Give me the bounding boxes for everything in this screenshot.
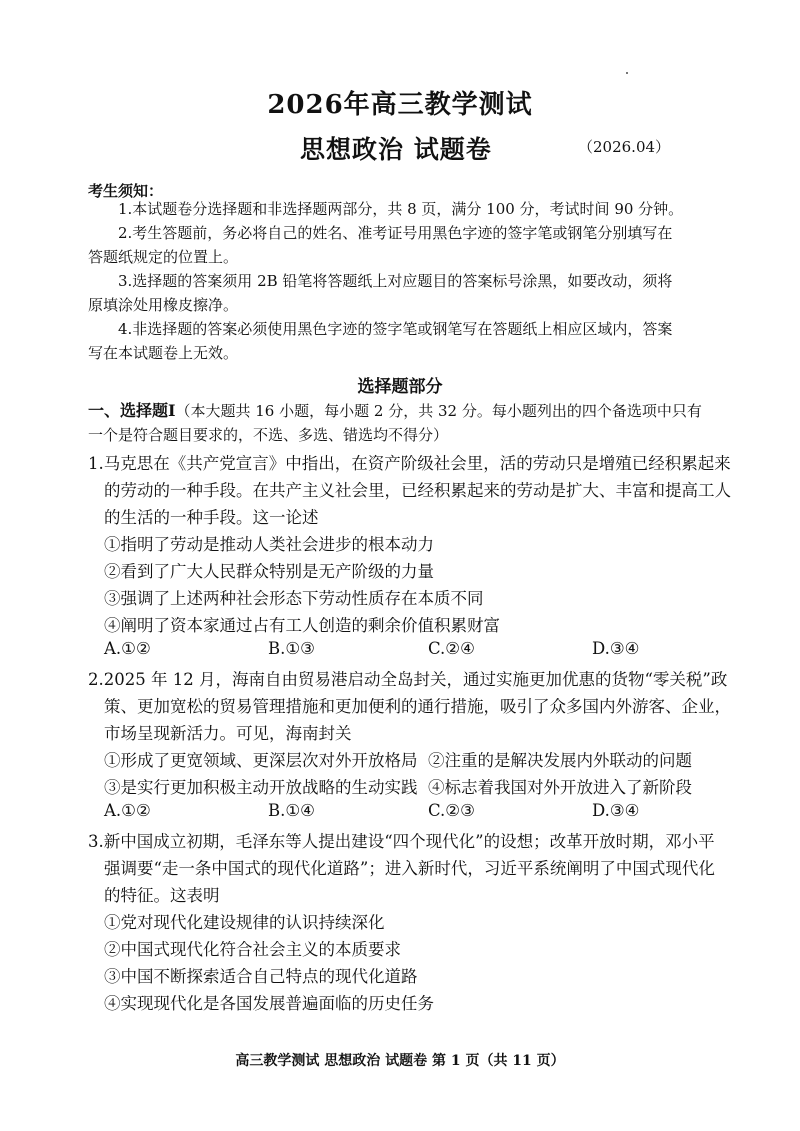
q1-stem-line: 1.马克思在《共产党宣言》中指出，在资产阶级社会里，活的劳动只是增殖已经积累起来 — [88, 454, 731, 473]
q1-item: ②看到了广大人民群众特别是无产阶级的力量 — [104, 562, 434, 581]
q1-option-d: D.③④ — [592, 639, 640, 658]
scan-speck — [626, 72, 628, 74]
q2-option-a: A.①② — [104, 801, 151, 820]
part1-instructions: （本大题共 16 小题，每小题 2 分，共 32 分。每小题列出的四个备选项中只有 — [175, 402, 702, 420]
exam-date: （2026.04） — [578, 138, 671, 156]
q3-item: ④实现现代化是各国发展普遍面临的历史任务 — [104, 994, 434, 1013]
q2-stem-line: 策、更加宽松的贸易管理措施和更加便利的通行措施，吸引了众多国内外游客、企业， — [104, 697, 731, 716]
q1-option-a: A.①② — [104, 639, 151, 658]
q2-stem-line: 市场呈现新活力。可见，海南封关 — [104, 724, 352, 743]
q2-item: ③是实行更加积极主动开放战略的生动实践 — [104, 778, 418, 797]
notice-line: 1.本试题卷分选择题和非选择题两部分，共 8 页，满分 100 分，考试时间 90 分钟。 — [118, 200, 684, 218]
part1-instructions-cont: 一个是符合题目要求的，不选、多选、错选均不得分） — [88, 426, 449, 444]
q3-item: ①党对现代化建设规律的认识持续深化 — [104, 913, 385, 932]
notice-heading: 考生须知： — [88, 182, 164, 200]
notice-line: 4.非选择题的答案必须使用黑色字迹的签字笔或钢笔写在答题纸上相应区域内，答案 — [118, 320, 673, 338]
q3-stem-line: 强调要“走一条中国式的现代化道路”；进入新时代，习近平系统阐明了中国式现代化 — [104, 859, 715, 878]
q1-item: ④阐明了资本家通过占有工人创造的剩余价值积累财富 — [104, 616, 500, 635]
q3-item: ②中国式现代化符合社会主义的本质要求 — [104, 940, 401, 959]
exam-subtitle: 思想政治 试题卷 — [300, 135, 492, 164]
notice-line: 写在本试题卷上无效。 — [88, 344, 239, 362]
q3-item: ③中国不断探索适合自己特点的现代化道路 — [104, 967, 418, 986]
q2-stem-line: 2.2025 年 12 月，海南自由贸易港启动全岛封关，通过实施更加优惠的货物“零关税”政 — [88, 670, 728, 689]
q1-option-b: B.①③ — [268, 639, 315, 658]
notice-line: 3.选择题的答案须用 2B 铅笔将答题纸上对应题目的答案标号涂黑，如要改动，须将 — [118, 272, 673, 290]
q3-stem-line: 3.新中国成立初期，毛泽东等人提出建设“四个现代化”的设想；改革开放时期，邓小平 — [88, 832, 715, 851]
q2-option-d: D.③④ — [592, 801, 640, 820]
part1-heading-line — [88, 398, 702, 421]
page-footer: 高三教学测试 思想政治 试题卷 第 1 页（共 11 页） — [235, 1053, 565, 1069]
q2-option-c: C.②③ — [428, 801, 475, 820]
part1-label: 一、选择题Ⅰ — [88, 401, 176, 420]
notice-line: 答题纸规定的位置上。 — [88, 248, 239, 266]
exam-title: 2026年高三教学测试 — [267, 90, 533, 120]
q2-item: ①形成了更宽领域、更深层次对外开放格局 — [104, 751, 418, 770]
section-title: 选择题部分 — [357, 377, 443, 397]
q1-stem-line: 的生活的一种手段。这一论述 — [104, 508, 319, 527]
q1-item: ③强调了上述两种社会形态下劳动性质存在本质不同 — [104, 589, 484, 608]
q1-item: ①指明了劳动是推动人类社会进步的根本动力 — [104, 535, 434, 554]
q2-item: ④标志着我国对外开放进入了新阶段 — [428, 778, 692, 797]
q1-option-c: C.②④ — [428, 639, 475, 658]
q1-stem-line: 的劳动的一种手段。在共产主义社会里，已经积累起来的劳动是扩大、丰富和提高工人 — [104, 481, 731, 500]
q2-option-b: B.①④ — [268, 801, 315, 820]
notice-line: 原填涂处用橡皮擦净。 — [88, 296, 239, 314]
notice-line: 2.考生答题前，务必将自己的姓名、准考证号用黑色字迹的签字笔或钢笔分别填写在 — [118, 224, 673, 242]
q2-item: ②注重的是解决发展内外联动的问题 — [428, 751, 692, 770]
q3-stem-line: 的特征。这表明 — [104, 886, 220, 905]
